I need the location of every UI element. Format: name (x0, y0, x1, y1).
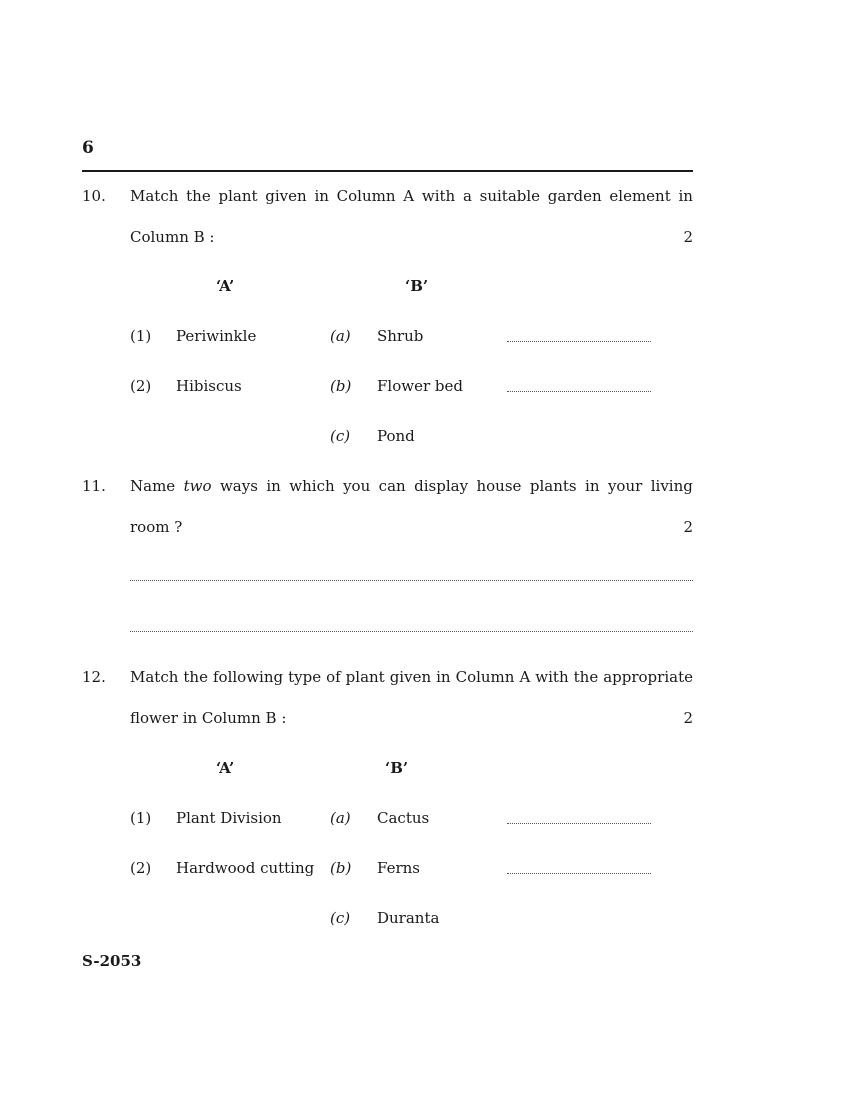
q11-line1-word: your (607, 477, 643, 495)
q10-row2-num: (2) (130, 377, 152, 395)
q12-line1-word: Column (455, 668, 515, 686)
q12-row1-a: Plant Division (176, 809, 282, 827)
q11-line1-word: ways (219, 477, 258, 495)
q12-line1-word: appropriate (603, 668, 693, 686)
q10-line1-word: element (609, 187, 671, 205)
q10-line1-word: the (186, 187, 211, 205)
q12-row3-b: Duranta (377, 909, 440, 927)
q10-line1-word: Column (336, 187, 396, 205)
q10-column-a-header: ‘A’ (216, 277, 235, 295)
header-rule (82, 170, 693, 172)
q12-line1-word: with (535, 668, 569, 686)
q10-row3-letter: (c) (330, 427, 351, 445)
q11-number: 11. (82, 477, 106, 495)
q10-line1-word: in (314, 187, 329, 205)
q12-marks: 2 (683, 709, 693, 727)
q12-answer-blank-2[interactable] (507, 873, 651, 874)
q10-number: 10. (82, 187, 106, 205)
q11-line1-word: display (414, 477, 469, 495)
q10-marks: 2 (683, 228, 693, 246)
q11-line1-word: can (378, 477, 406, 495)
q11-line1-word: which (289, 477, 335, 495)
page-number: 6 (82, 138, 94, 158)
q11-marks: 2 (683, 518, 693, 536)
q12-line1-word: plant (345, 668, 385, 686)
q10-line1-word: a (462, 187, 472, 205)
q10-column-b-header: ‘B’ (405, 277, 429, 295)
q10-row1-a: Periwinkle (176, 327, 257, 345)
q10-row1-b: Shrub (377, 327, 424, 345)
q12-line1-word: the (573, 668, 599, 686)
q11-line1-word: house (476, 477, 522, 495)
q10-row1-num: (1) (130, 327, 152, 345)
q12-line1-word: following (212, 668, 284, 686)
q12-line1-word: Match (130, 668, 179, 686)
q10-row2-a: Hibiscus (176, 377, 242, 395)
q11-answer-line-2[interactable] (130, 631, 693, 632)
q12-row2-letter: (b) (330, 859, 352, 877)
q10-row3-b: Pond (377, 427, 415, 445)
q11-line1 (130, 477, 693, 495)
q11-answer-line-1[interactable] (130, 580, 693, 581)
q12-line1-word: A (519, 668, 531, 686)
q10-line2: Column B : (130, 228, 215, 246)
q10-row1-letter: (a) (330, 327, 351, 345)
q12-row2-b: Ferns (377, 859, 420, 877)
q12-row1-letter: (a) (330, 809, 351, 827)
q10-row2-letter: (b) (330, 377, 352, 395)
q12-row3-letter: (c) (330, 909, 351, 927)
q10-answer-blank-2[interactable] (507, 391, 651, 392)
q11-line1-word: you (343, 477, 371, 495)
q12-row1-num: (1) (130, 809, 152, 827)
q10-answer-blank-1[interactable] (507, 341, 651, 342)
q12-number: 12. (82, 668, 106, 686)
q10-row2-b: Flower bed (377, 377, 463, 395)
q10-line1-word: plant (218, 187, 258, 205)
q10-line1-word: in (678, 187, 693, 205)
q12-line2: flower in Column B : (130, 709, 287, 727)
q11-line2: room ? (130, 518, 183, 536)
q10-line1-word: Match (130, 187, 179, 205)
q12-line1-word: type (288, 668, 322, 686)
q10-line1-word: garden (547, 187, 602, 205)
q11-line1-word: plants (529, 477, 577, 495)
q12-column-a-header: ‘A’ (216, 759, 235, 777)
q10-line1-word: given (265, 187, 307, 205)
q10-line1-word: with (421, 187, 456, 205)
q12-answer-blank-1[interactable] (507, 823, 651, 824)
q12-line1 (130, 668, 693, 686)
q12-line1-word: given (389, 668, 432, 686)
q12-line1-word: of (326, 668, 341, 686)
q11-word-name: Name (130, 477, 176, 495)
q11-line1-word: living (650, 477, 693, 495)
q11-word-two: two (183, 477, 212, 495)
q12-column-b-header: ‘B’ (385, 759, 409, 777)
q12-row2-a: Hardwood cutting (176, 859, 315, 877)
q10-line1-word: suitable (479, 187, 541, 205)
q12-row1-b: Cactus (377, 809, 430, 827)
q11-line1-word: in (585, 477, 600, 495)
q11-line1-word: in (266, 477, 281, 495)
q10-line1-word: A (403, 187, 415, 205)
q12-line1-word: in (436, 668, 451, 686)
q12-row2-num: (2) (130, 859, 152, 877)
paper-code: S-2053 (82, 952, 142, 970)
q10-line1 (130, 187, 693, 205)
q12-line1-word: the (183, 668, 208, 686)
